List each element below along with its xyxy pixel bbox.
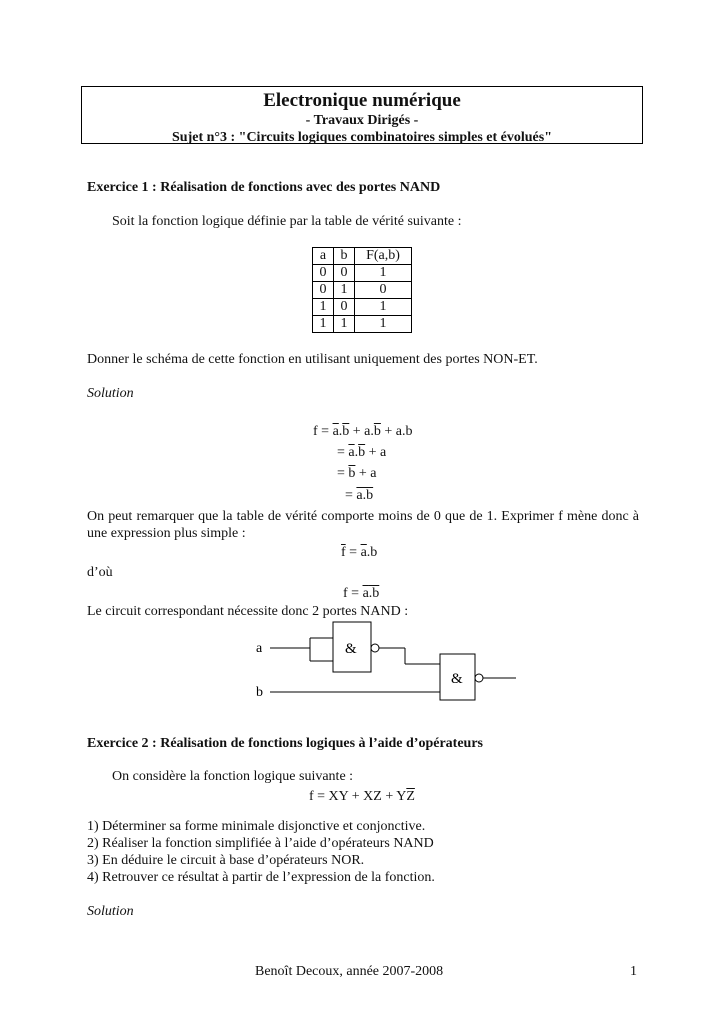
truth-table [312,247,412,333]
table-cell: 1 [355,299,412,316]
equation-1: $f = \overline{a}.\overline{b} + a.\overline{b} + a.b$ [313,424,413,439]
exercise2-solution-label: Solution [87,904,134,919]
exercise2-heading: Exercice 2 : Réalisation de fonctions logiques à l’aide d’opérateurs [87,736,483,751]
gate-2-symbol: & [451,671,463,687]
table-header-cell: a [313,248,334,265]
table-cell: 1 [334,316,355,333]
exercise2-question-1: 1) Déterminer sa forme minimale disjonctive et conjonctive. [87,819,426,834]
equation-3: = $\overline{b} + a$ [337,466,377,481]
gate-1-symbol: & [345,641,357,657]
table-cell: 0 [355,282,412,299]
document-topic: Sujet n°3 : "Circuits logiques combinatoires simples et évolués" [172,130,552,145]
exercise1-intro: Soit la fonction logique définie par la table de vérité suivante : [112,214,462,229]
exercise1-remark: On peut remarquer que la table de vérité comporte moins de 0 que de 1. Exprimer f mène donc à une expression plus simple : [87,509,639,541]
table-row [313,282,412,299]
gate-1-bubble [371,644,379,652]
page-number: 1 [630,964,637,979]
nand-circuit [250,616,530,706]
table-row [313,265,412,282]
table-cell: 1 [355,265,412,282]
exercise2-question-4: 4) Retrouver ce résultat à partir de l’expression de la fonction. [87,870,435,885]
table-header-cell: F(a,b) [355,248,412,265]
equation-2: = $\overline{a}.\overline{b} + a$ [337,445,387,460]
exercise1-heading: Exercice 1 : Réalisation de fonctions avec des portes NAND [87,180,441,195]
table-cell: 1 [313,299,334,316]
table-header-cell: b [334,248,355,265]
table-cell: 0 [313,265,334,282]
equation-4: = a.b [345,488,374,503]
equation-7: f = XY + XZ + $Y\overline{Z}$ [309,789,415,804]
input-a-label: a [256,641,263,656]
exercise1-solution-label: Solution [87,386,134,401]
table-cell: 1 [355,316,412,333]
table-row [313,299,412,316]
exercise2-question-3: 3) En déduire le circuit à base d’opérateurs NOR. [87,853,365,868]
truth-table-header [313,248,412,265]
table-cell: 1 [313,316,334,333]
exercise1-circuit-text: Le circuit correspondant nécessite donc 2 portes NAND : [87,604,409,619]
title-box [81,86,643,144]
document-title: Electronique numérique [263,90,461,111]
exercise1-question: Donner le schéma de cette fonction en utilisant uniquement des portes NON-ET. [87,352,538,367]
table-cell: 0 [313,282,334,299]
document-subtitle: - Travaux Dirigés - [305,113,419,128]
table-cell: 0 [334,265,355,282]
table-row [313,316,412,333]
equation-6: f = a.b [343,586,380,601]
equation-5: $\overline{f} = \overline{a}.b$ [341,545,378,560]
table-cell: 0 [334,299,355,316]
gate-2-bubble [475,674,483,682]
dou-text: d’où [87,565,113,580]
exercise2-question-2: 2) Réaliser la fonction simplifiée à l’aide d’opérateurs NAND [87,836,434,851]
input-b-label: b [256,685,263,700]
table-cell: 1 [334,282,355,299]
footer-author: Benoît Decoux, année 2007-2008 [255,964,444,979]
exercise2-intro: On considère la fonction logique suivante : [112,769,354,784]
